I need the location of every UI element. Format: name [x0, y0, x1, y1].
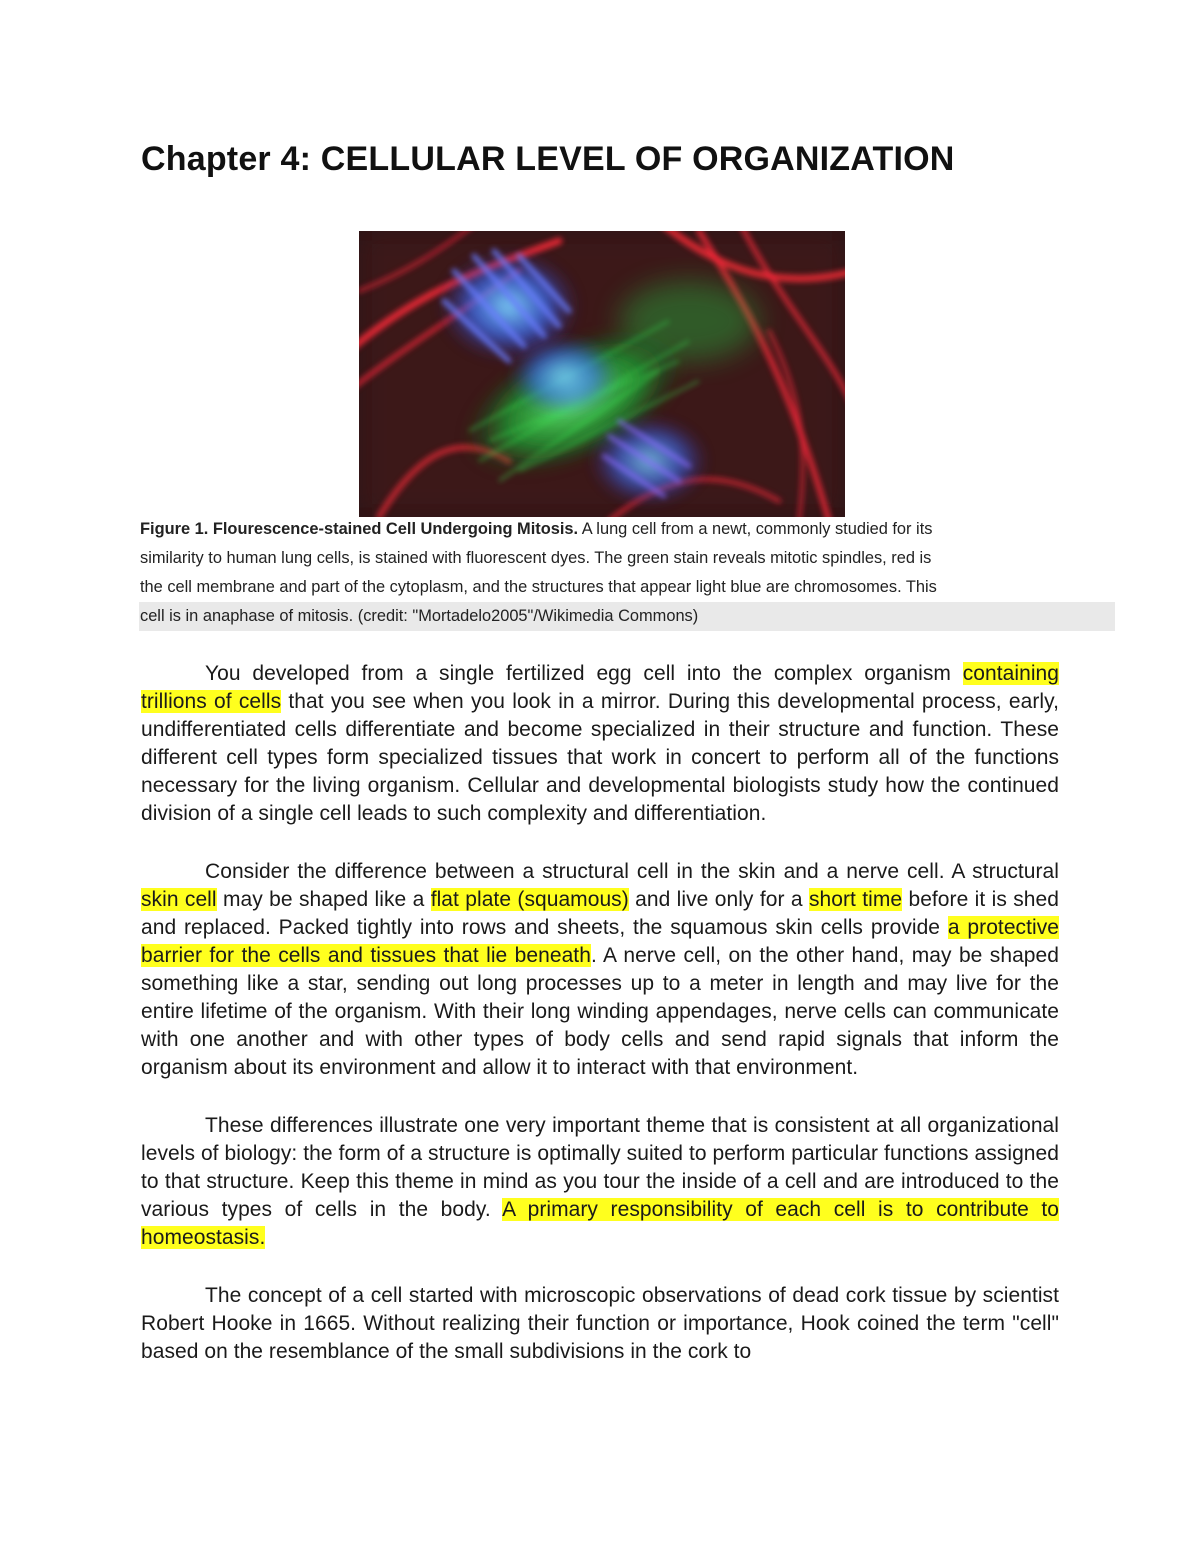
body-text: [141, 660, 1059, 1396]
text-run: . A nerve cell, on the other hand, may be shaped something like a star, sending out long processes up to a meter in length and may live for the entire lifetime of the organism. With their long winding appendages, nerve cells can communicate with one another and with other types of body cells and send rapid signals that inform the organism about its environment and allow it to interact with that environment.: [141, 944, 1059, 1079]
text-run: These differences illustrate one very important theme that is consistent at all organizational levels of biology: the form of a structure is optimally suited to perform particular functions assigned to that structure. Keep this theme in mind as you tour the inside of a cell and are introduced to the various types of cells in the body.: [141, 1114, 1059, 1221]
figure-label: Figure 1. Flourescence-stained Cell Undergoing Mitosis.: [140, 520, 579, 538]
caption-line-1: [139, 515, 1115, 544]
highlight: A primary responsibility of each cell is to contribute to homeostasis.: [141, 1198, 1059, 1249]
caption-line-2: similarity to human lung cells, is stained with fluorescent dyes. The green stain reveals mitotic spindles, red is: [140, 549, 932, 567]
text-run: may be shaped like a: [216, 888, 431, 911]
highlight: flat plate (squamous): [430, 888, 629, 911]
highlight: containing trillions of cells: [141, 662, 1059, 713]
page-title: Chapter 4: CELLULAR LEVEL OF ORGANIZATION: [141, 140, 955, 178]
text-run: You developed from a single fertilized egg cell into the complex organism: [205, 662, 963, 685]
caption-line-3: the cell membrane and part of the cytoplasm, and the structures that appear light blue are chromosomes. This: [140, 578, 937, 596]
caption-line-4: cell is in anaphase of mitosis. (credit: "Mortadelo2005"/Wikimedia Commons): [139, 602, 1115, 631]
text-run: and live only for a: [628, 888, 809, 911]
fluorescence-micrograph-icon: [359, 231, 845, 517]
paragraph-2: [141, 858, 1059, 1082]
paragraph-4: [141, 1282, 1059, 1366]
paragraph-3: [141, 1112, 1059, 1252]
text-run: that you see when you look in a mirror. During this developmental process, early, undifferentiated cells differentiate and become specialized in their structure and function. These different cell types form specialized tissues that work in concert to perform all of the functions necessary for the living organism. Cellular and developmental biologists study how the continued division of a single cell leads to such complexity and differentiation.: [141, 690, 1059, 825]
paragraph-1: [141, 660, 1059, 828]
text-run: The concept of a cell started with microscopic observations of dead cork tissue by scientist Robert Hooke in 1665. Without realizing their function or importance, Hook coined the term "cell" based on the resemblance of the small subdivisions in the cork to: [141, 1284, 1059, 1363]
caption-text-1: A lung cell from a newt, commonly studied for its: [578, 520, 933, 538]
highlight: skin cell: [141, 888, 217, 911]
text-run: Consider the difference between a structural cell in the skin and a nerve cell. A structural: [205, 860, 1059, 883]
highlight: short time: [808, 888, 903, 911]
text-run: before it is shed and replaced. Packed tightly into rows and sheets, the squamous skin cells provide: [141, 888, 1059, 939]
highlight: a protective barrier for the cells and tissues that lie beneath: [141, 916, 1059, 967]
figure-caption: [139, 515, 1115, 631]
